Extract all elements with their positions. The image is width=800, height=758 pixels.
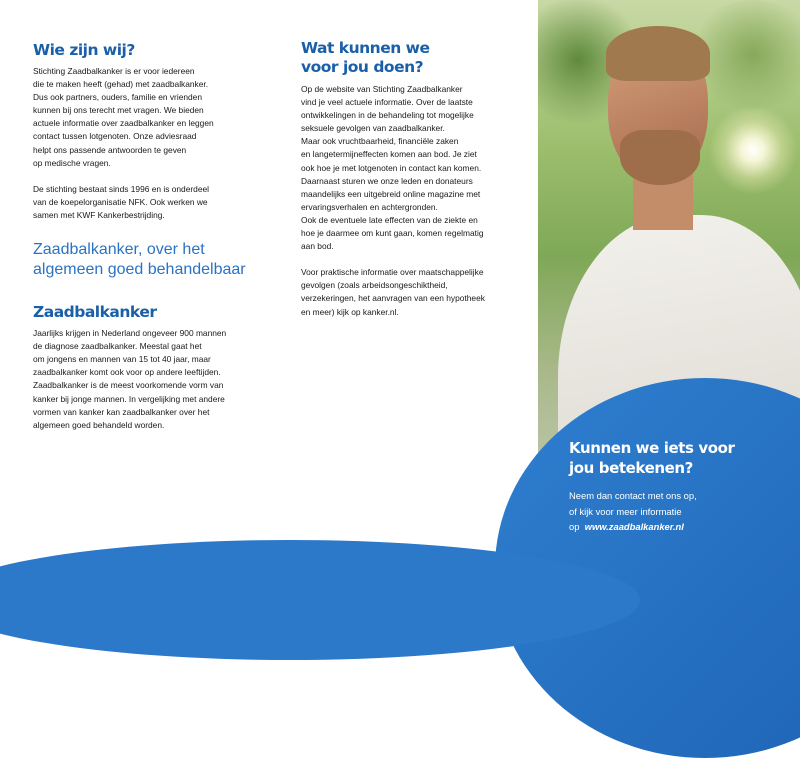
callout-heading: Kunnen we iets voor jou betekenen? (569, 439, 735, 477)
sun-flare (708, 105, 798, 195)
subheading: Zaadbalkanker, over het algemeen goed behandelbaar (33, 241, 246, 279)
zaadbalkanker-paragraph: Jaarlijks krijgen in Nederland ongeveer 900 mannen de diagnose zaadbalkanker. Meestal gaat het om jongens en mannen van 15 tot 40 jaar, maar zaadbalkanker komt ook voor op andere leeftijden. Zaadbalkanker is de meest voorkomende vorm van kanker bij jonge mannen. In vergelijking met andere vormen van kanker kan zaadbalkanker over het algemeen goed behandeld worden. (33, 328, 227, 430)
contact-callout (569, 438, 784, 535)
callout-text: Neem dan contact met ons op, of kijk voor meer informatie op www.zaadbalkanker.nl (569, 490, 697, 532)
person-beard (620, 130, 700, 185)
services-paragraph-2: Voor praktische informatie over maatschappelijke gevolgen (zoals arbeidsongeschiktheid, verzekeringen, het aanvragen van een hypotheek en meer) kijk op kanker.nl. (301, 267, 485, 317)
person-hair (606, 26, 710, 81)
who-paragraph-1: Stichting Zaadbalkanker is er voor iedereen die te maken heeft (gehad) met zaadbalkanker. Dus ook partners, ouders, familie en vrienden kunnen bij ons terecht met vragen. We bieden actuele informatie over zaadbalkanker en leggen contact tussen lotgenoten. Onze adviesraad helpt ons passende antwoorden te geven op medische vragen. (33, 66, 214, 168)
who-paragraph-2: De stichting bestaat sinds 1996 en is onderdeel van de koepelorganisatie NFK. Ook werken we samen met KWF Kankerbestrijding. (33, 183, 209, 220)
left-column (33, 0, 261, 432)
zaadbalkanker-heading: Zaadbalkanker (33, 303, 157, 322)
services-paragraph-1: Op de website van Stichting Zaadbalkanker vind je veel actuele informatie. Over de laatste ontwikkelingen in de behandeling tot mogelijke seksuele gevolgen van zaadbalkanker. Maar ook vruchtbaarheid, financiële zaken en langetermijneffecten komen aan bod. Je ziet ook hoe je met lotgenoten in contact kan komen. Daarnaast sturen we onze leden en donateurs maandelijks een uitgebreid online magazine met ervaringsverhalen en achtergronden. Ook de eventuele late effecten van de ziekte en hoe je daarmee om kunt gaan, komen regelmatig aan bod. (301, 84, 484, 252)
services-heading: Wat kunnen we voor jou doen? (301, 39, 430, 76)
who-heading: Wie zijn wij? (33, 41, 135, 59)
website-link[interactable]: www.zaadbalkanker.nl (584, 521, 684, 532)
middle-column (301, 0, 516, 319)
